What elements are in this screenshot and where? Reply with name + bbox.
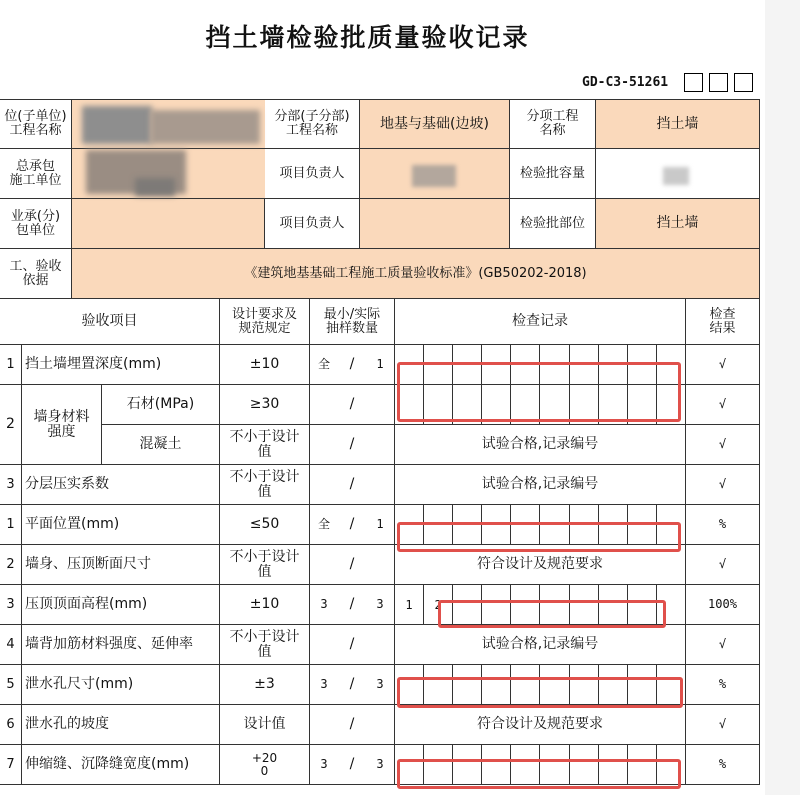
code-checkbox-3[interactable] <box>734 73 753 92</box>
row-sub-item: 混凝土 <box>102 425 220 465</box>
row-actual-sample[interactable]: 1 <box>366 345 395 385</box>
row-actual-sample[interactable]: 3 <box>366 665 395 705</box>
row-result[interactable]: % <box>686 505 760 545</box>
row-min-sample[interactable] <box>310 625 338 665</box>
project-manager-label: 项目负责人 <box>265 149 360 199</box>
col-header-item: 验收项目 <box>0 299 220 345</box>
row-slash: / <box>338 425 366 465</box>
row-design-req: 设计值 <box>220 705 310 745</box>
row-item: 平面位置(mm) <box>22 505 220 545</box>
row-min-sample[interactable]: 全 <box>310 505 338 545</box>
highlight-box-2 <box>397 522 681 552</box>
row-design-req: ±10 <box>220 345 310 385</box>
code-checkbox-2[interactable] <box>709 73 728 92</box>
row-item: 分层压实系数 <box>22 465 220 505</box>
row-number: 6 <box>0 705 22 745</box>
row-item: 墙背加筋材料强度、延伸率 <box>22 625 220 665</box>
row-design-req <box>220 745 310 785</box>
redacted-project-name-2 <box>150 110 260 144</box>
row-record[interactable]: 符合设计及规范要求 <box>395 705 686 745</box>
redacted-manager <box>412 165 456 187</box>
row-min-sample[interactable]: 全 <box>310 345 338 385</box>
row-number: 7 <box>0 745 22 785</box>
row-min-sample[interactable]: 3 <box>310 745 338 785</box>
redacted-project-name <box>82 106 152 144</box>
row-item: 压顶顶面高程(mm) <box>22 585 220 625</box>
row-sub-item: 石材(MPa) <box>102 385 220 425</box>
row-slash: / <box>338 585 366 625</box>
req-top: +20 <box>251 750 278 765</box>
row-result[interactable]: 100% <box>686 585 760 625</box>
row-slash: / <box>338 625 366 665</box>
subdivision-value[interactable]: 地基与基础(边坡) <box>360 100 510 149</box>
code-checkbox-1[interactable] <box>684 73 703 92</box>
row-min-sample[interactable]: 3 <box>310 665 338 705</box>
row-result[interactable]: √ <box>686 545 760 585</box>
row-record[interactable]: 符合设计及规范要求 <box>395 545 686 585</box>
redacted-contractor-2 <box>135 178 175 196</box>
row-actual-sample[interactable]: 1 <box>366 505 395 545</box>
subdivision-label: 分部(子分部) 工程名称 <box>265 100 360 149</box>
row-actual-sample[interactable] <box>366 545 395 585</box>
basis-value[interactable]: 《建筑地基基础工程施工质量验收标准》(GB50202-2018) <box>72 249 760 299</box>
row-slash: / <box>338 665 366 705</box>
row-actual-sample[interactable]: 3 <box>366 585 395 625</box>
row-design-req: 不小于设计 值 <box>220 465 310 505</box>
subitem-label: 分项工程 名称 <box>510 100 596 149</box>
row-actual-sample[interactable] <box>366 625 395 665</box>
col-header-sample: 最小/实际 抽样数量 <box>310 299 395 345</box>
col-header-record: 检查记录 <box>395 299 686 345</box>
row-number: 1 <box>0 345 22 385</box>
row-actual-sample[interactable] <box>366 425 395 465</box>
row-slash: / <box>338 705 366 745</box>
row-design-req: 不小于设计 值 <box>220 625 310 665</box>
row-design-req: 不小于设计 值 <box>220 425 310 465</box>
col-header-design-req: 设计要求及 规范规定 <box>220 299 310 345</box>
batch-capacity-label: 检验批容量 <box>510 149 596 199</box>
subitem-value[interactable]: 挡土墙 <box>596 100 760 149</box>
row-number: 5 <box>0 665 22 705</box>
row-result[interactable]: √ <box>686 425 760 465</box>
window-side-panel <box>765 0 800 795</box>
row-item: 墙身材料 强度 <box>22 385 102 465</box>
row-actual-sample[interactable] <box>366 465 395 505</box>
row-slash: / <box>338 505 366 545</box>
record-cell[interactable]: 2 <box>424 585 453 624</box>
row-record[interactable]: 试验合格,记录编号 <box>395 425 686 465</box>
batch-location-label: 检验批部位 <box>510 199 596 249</box>
project-manager-2-value[interactable] <box>360 199 510 249</box>
row-number: 1 <box>0 505 22 545</box>
page-title: 挡土墙检验批质量验收记录 <box>205 23 530 52</box>
row-min-sample[interactable] <box>310 385 338 425</box>
row-item: 墙身、压顶断面尺寸 <box>22 545 220 585</box>
row-slash: / <box>338 545 366 585</box>
row-min-sample[interactable] <box>310 425 338 465</box>
row-design-req: ≤50 <box>220 505 310 545</box>
project-manager-2-label: 项目负责人 <box>265 199 360 249</box>
row-result[interactable]: √ <box>686 705 760 745</box>
row-number: 3 <box>0 465 22 505</box>
row-slash: / <box>338 345 366 385</box>
highlight-box-1 <box>397 362 681 422</box>
row-record[interactable]: 试验合格,记录编号 <box>395 465 686 505</box>
subcontractor-label: 业承(分) 包单位 <box>0 199 72 249</box>
highlight-box-4 <box>397 677 683 708</box>
row-actual-sample[interactable]: 3 <box>366 745 395 785</box>
row-item: 泄水孔尺寸(mm) <box>22 665 220 705</box>
highlight-box-5 <box>397 759 681 789</box>
req-bottom: 0 <box>260 763 269 778</box>
row-result[interactable]: √ <box>686 385 760 425</box>
row-result[interactable]: % <box>686 665 760 705</box>
row-design-req: 不小于设计 值 <box>220 545 310 585</box>
subcontractor-value[interactable] <box>72 199 265 249</box>
col-header-result: 检查 结果 <box>686 299 760 345</box>
row-item: 挡土墙埋置深度(mm) <box>22 345 220 385</box>
row-min-sample[interactable] <box>310 705 338 745</box>
row-slash: / <box>338 745 366 785</box>
row-result[interactable]: √ <box>686 345 760 385</box>
row-number: 4 <box>0 625 22 665</box>
row-result[interactable]: % <box>686 745 760 785</box>
row-result[interactable]: √ <box>686 465 760 505</box>
record-cell[interactable]: 1 <box>395 585 424 624</box>
row-item: 泄水孔的坡度 <box>22 705 220 745</box>
contractor-label: 总承包 施工单位 <box>0 149 72 199</box>
project-name-label: 位(子单位) 工程名称 <box>0 100 72 149</box>
row-record[interactable]: 试验合格,记录编号 <box>395 625 686 665</box>
row-number: 2 <box>0 385 22 465</box>
row-item: 伸缩缝、沉降缝宽度(mm) <box>22 745 220 785</box>
row-slash: / <box>338 385 366 425</box>
row-result[interactable]: √ <box>686 625 760 665</box>
row-actual-sample[interactable] <box>366 385 395 425</box>
row-number: 2 <box>0 545 22 585</box>
batch-location-value[interactable]: 挡土墙 <box>596 199 760 249</box>
row-slash: / <box>338 465 366 505</box>
row-design-req: ±3 <box>220 665 310 705</box>
highlight-box-3 <box>438 600 666 628</box>
redacted-batch-capacity <box>663 167 689 185</box>
row-number: 3 <box>0 585 22 625</box>
row-design-req: ±10 <box>220 585 310 625</box>
row-actual-sample[interactable] <box>366 705 395 745</box>
row-design-req: ≥30 <box>220 385 310 425</box>
form-code: GD-C3-51261 <box>582 75 669 90</box>
basis-label: 工、验收 依据 <box>0 249 72 299</box>
row-min-sample[interactable] <box>310 465 338 505</box>
row-min-sample[interactable]: 3 <box>310 585 338 625</box>
row-min-sample[interactable] <box>310 545 338 585</box>
